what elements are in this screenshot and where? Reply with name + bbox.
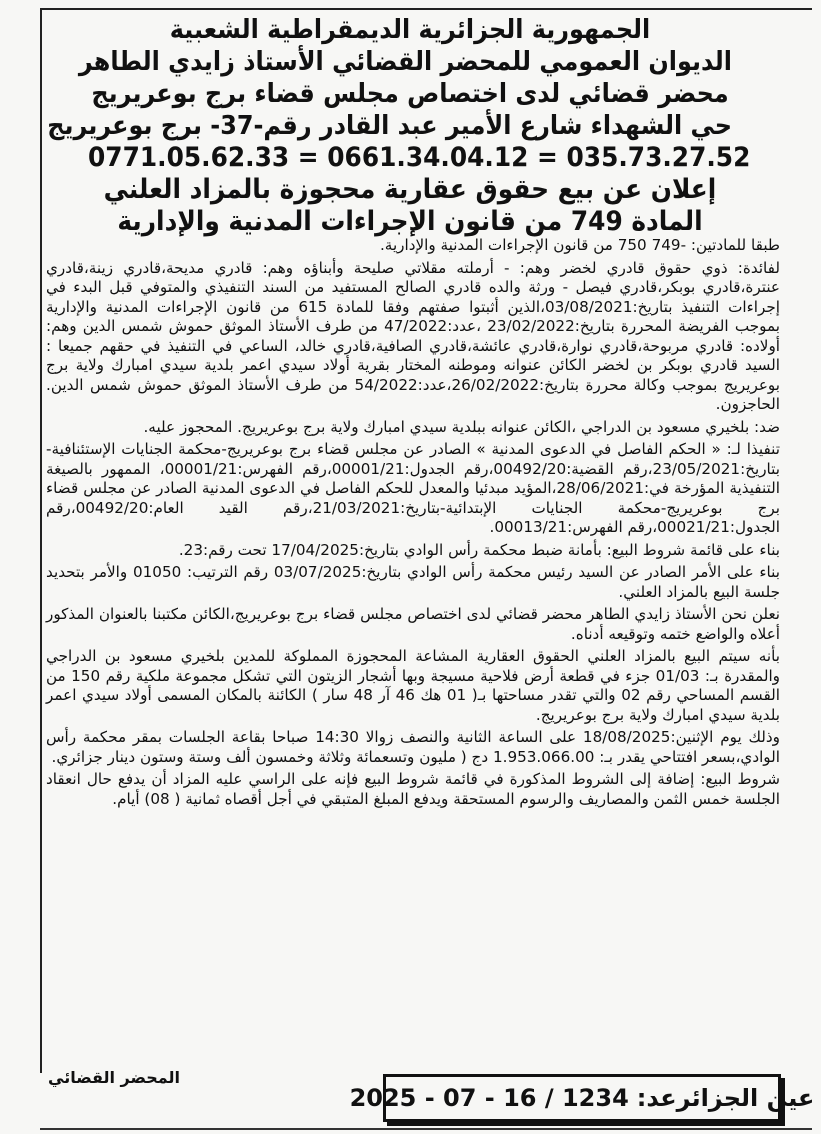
auction-date-paragraph: وذلك يوم الإثنين:18/08/2025 على الساعة الثانية والنصف زوالا 14:30 صباحا بقاعة الجلسات بمقر محكمة رأس الوادي،بسعر افتتاحي يقدر بـ: 1.953.066.00 دج ( مليون وتسعمائة وثلاثة وخمسون ألف وستة وستون دينار جزائري. bbox=[46, 728, 780, 766]
property-description-paragraph: بأنه سيتم البيع بالمزاد العلني الحقوق العقارية المشاعة المحجوزة المملوكة للمدين بلخيري مسعود بن الدراجي والمقدرة بـ: 01/03 جزء في قطعة أرض فلاحية مسيجة وبها أشجار الزيتون التي تشكل مجموعة ملكية رقم 150 من القسم المساحي رقم 02 والتي تقدر مساحتها بـ( 01 هك 46 آر 48 سار ) الكائنة بالمكان المسمى أولاد سيدي اعمر بلدية سيدي امبارك ولاية برج بوعريريج. bbox=[46, 647, 781, 724]
jurisdiction: محضر قضائي لدى اختصاص مجلس قضاء برج بوعريريج bbox=[91, 79, 729, 109]
legal-article: المادة 749 من قانون الإجراءات المدنية والإدارية bbox=[117, 206, 703, 237]
republic-title: الجمهورية الجزائرية الديمقراطية الشعبية bbox=[169, 15, 651, 45]
bottom-rule bbox=[40, 1128, 812, 1130]
signer-title: المحضر القضائي bbox=[48, 1068, 181, 1087]
announcement-body bbox=[46, 236, 780, 812]
publication-reference-box bbox=[349, 1074, 815, 1122]
left-rule bbox=[40, 8, 42, 1073]
top-rule bbox=[40, 8, 812, 10]
phone-numbers: 0771.05.62.33 = 0661.34.04.12 = 035.73.27.52 bbox=[88, 142, 751, 173]
court-order-paragraph: بناء على الأمر الصادر عن السيد رئيس محكمة رأس الوادي بتاريخ:03/07/2025 رقم الترتيب: 01050 والأمر بتحديد جلسة البيع بالمزاد العلني. bbox=[46, 563, 780, 601]
reference-label: عين الجزائرعد: bbox=[636, 1084, 815, 1112]
announcement-title: إعلان عن بيع حقوق عقارية محجوزة بالمزاد العلني bbox=[103, 174, 717, 205]
debtor-paragraph: ضد: بلخيري مسعود بن الدراجي ،الكائن عنوانه ببلدية سيدي امبارك ولاية برج بوعريريج. المحجوز عليه. bbox=[143, 417, 780, 436]
reference-number: 2025 - 07 - 16 / 1234 bbox=[349, 1084, 629, 1112]
judgment-paragraph: تنفيذا لـ: « الحكم الفاصل في الدعوى المدنية » الصادر عن مجلس قضاء برج بوعريريج-محكمة الجنايات الإستئنافية-بتاريخ:23/05/2021،رقم القضية:00492/20،رقم الجدول:00001/21،رقم الفهرس:00001/21، الممهور بالصيغة التنفيذية المؤرخة في:28/06/2021،المؤيد مبدئيا والمعدل للحكم الفاصل في الدعوى المدنية الصادر عن مجلس قضاء برج بوعريريج-محكمة الجنايات الإبتدائية-بتاريخ:21/03/2021،رقم القيد العام:00492/20،رقم الجدول:00021/21،رقم الفهرس:00013/21. bbox=[46, 440, 780, 536]
sale-conditions-list-paragraph: بناء على قائمة شروط البيع: بأمانة ضبط محكمة رأس الوادي بتاريخ:17/04/2025 تحت رقم:23. bbox=[178, 540, 780, 559]
office-address: حي الشهداء شارع الأمير عبد القادر رقم-37- برج بوعريريج bbox=[47, 111, 733, 141]
beneficiaries-paragraph: لفائدة: ذوي حقوق قادري لخضر وهم: - أرملته مقلاتي صليحة وأبناؤه وهم: قادري مديحة،قادري زينة،قادري عنترة،قادري بوبكر،قادري فيصل - ورثة والده قادري الصالح المستفيد من السند التنفيذي والمتوفي قبل البدء في إجراءات التنفيذ بتاريخ:03/08/2021،الذين أثبتوا صفتهم وفقا للمادة 615 من قانون الإجراءات المدنية والإدارية بموجب الفريضة المحررة بتاريخ:23/02/2022 ،عدد:47/2022 من طرف الأستاذ الموثق حموش شمس الدين وهم: أولاده: قادري مربوحة،قادري نوارة،قادري عائشة،قادري الصافية،قادري خالد، الساعي في التنفيذ في حقهم جميعا : السيد قادري بوبكر بن لخضر الكائن عنوانه وموطنه المختار بقرية أولاد سيدي اعمر بلدية سيدي امبارك ولاية برج بوعريريج بموجب وكالة محررة بتاريخ:26/02/2022،عدد:54/2022 من طرف الأستاذ الموثق حموش شمس الدين. الحاجزون. bbox=[46, 258, 781, 413]
legal-basis-paragraph: طبقا للمادتين: -749 750 من قانون الإجراءات المدنية والإدارية. bbox=[379, 236, 780, 254]
document-header bbox=[47, 14, 760, 238]
payment-terms-paragraph: شروط البيع: إضافة إلى الشروط المذكورة في قائمة شروط البيع فإنه على الراسي عليه المزاد أن يدفع حال انعقاد الجلسة خمس الثمن والمصاريف والرسوم المستحقة ويدفع المبلغ المتبقي في أجل أقصاه ثمانية ( 08) أيام. bbox=[46, 770, 780, 808]
office-name: الديوان العمومي للمحضر القضائي الأستاذ زايدي الطاهر bbox=[78, 47, 732, 77]
bailiff-statement-paragraph: نعلن نحن الأستاذ زايدي الطاهر محضر قضائي لدى اختصاص مجلس قضاء برج بوعريريج،الكائن مكتبنا بالعنوان المذكور أعلاه والواضع ختمه وتوقيعه أدناه. bbox=[46, 605, 780, 643]
